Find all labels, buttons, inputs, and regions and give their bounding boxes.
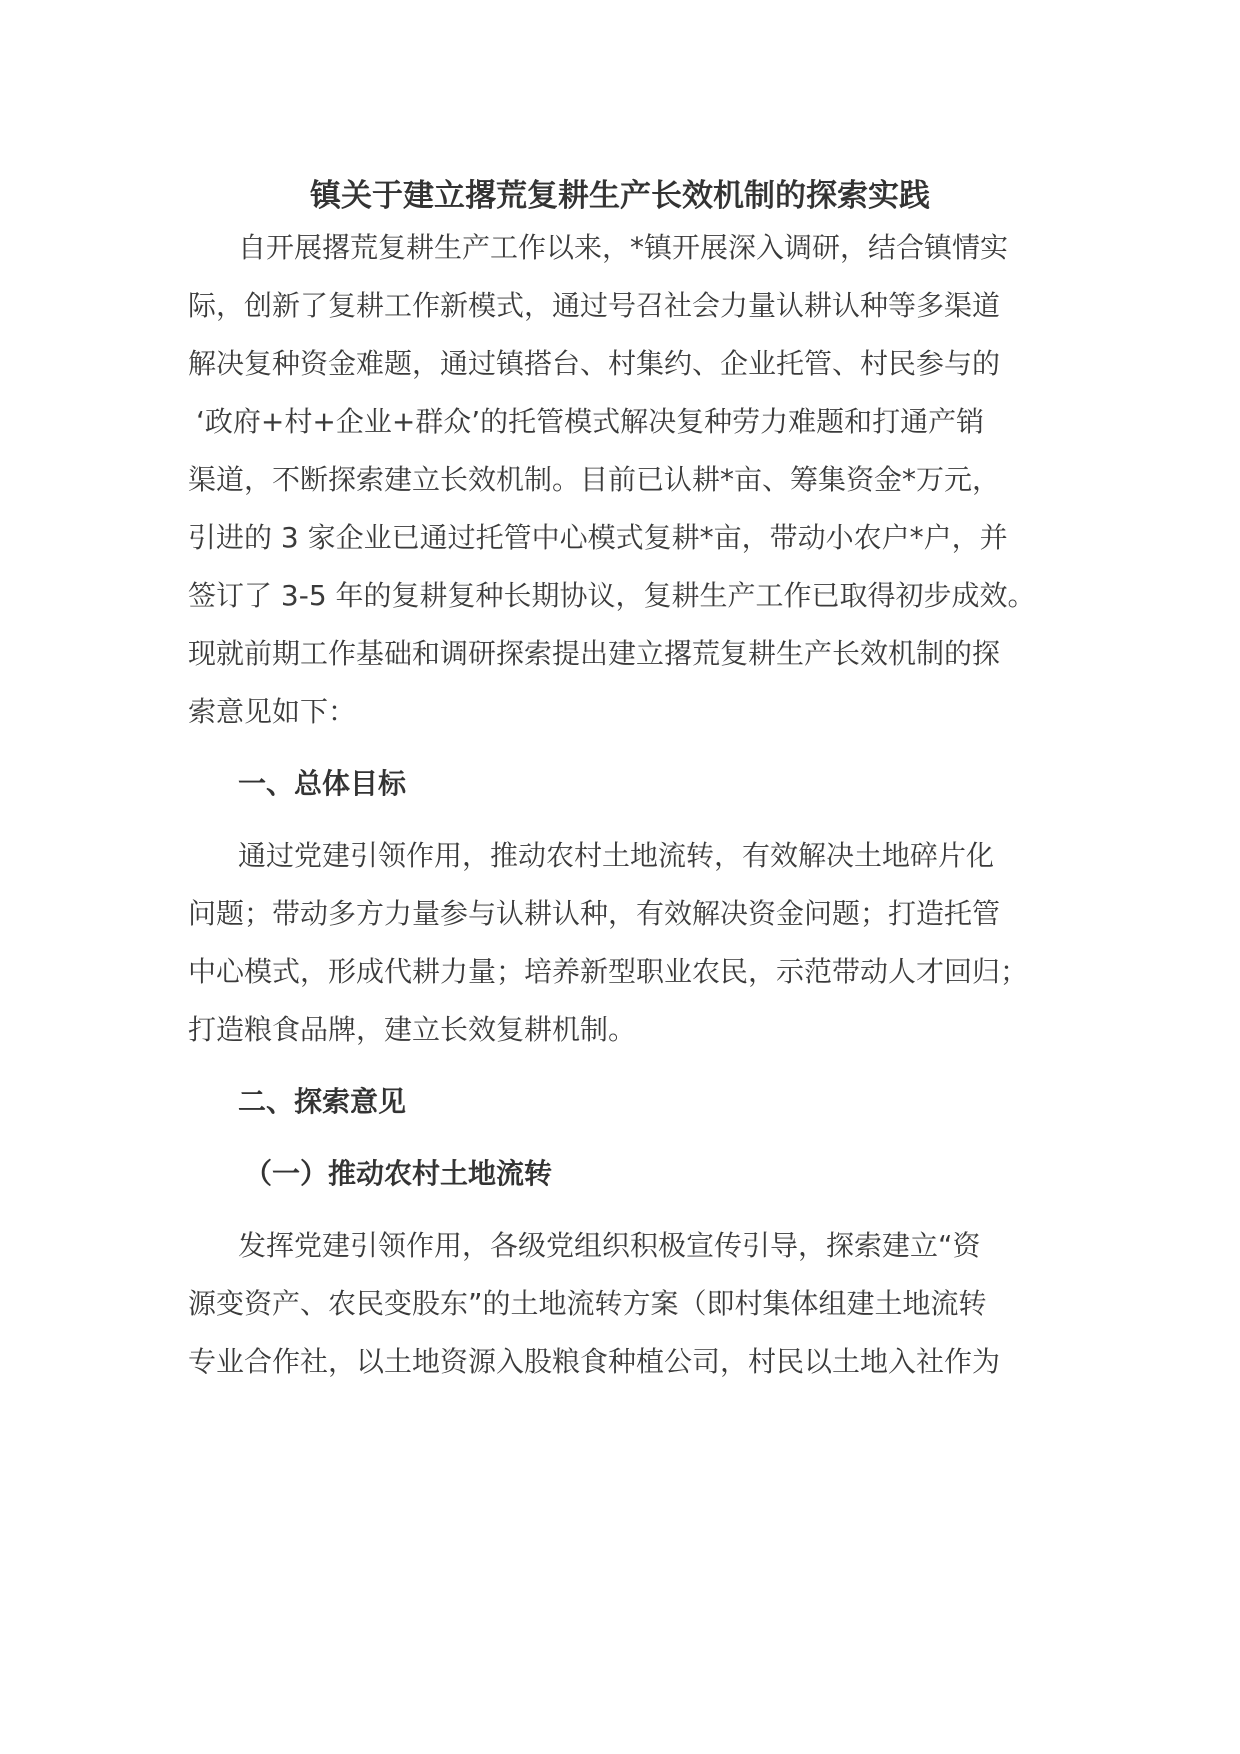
intro-line-7: 签订了 3-5 年的复耕复种长期协议，复耕生产工作已取得初步成效。 xyxy=(188,579,1036,612)
document-title: 镇关于建立撂荒复耕生产长效机制的探索实践 xyxy=(310,178,930,214)
goal-line-3: 中心模式，形成代耕力量；培养新型职业农民，示范带动人才回归； xyxy=(188,955,1029,988)
land-transfer-line-2: 源变资产、农民变股东”的土地流转方案（即村集体组建土地流转 xyxy=(188,1287,987,1320)
section-heading-exploration: 二、探索意见 xyxy=(238,1085,407,1118)
intro-line-8: 现就前期工作基础和调研探索提出建立撂荒复耕生产长效机制的探 xyxy=(188,637,1001,670)
intro-line-9: 索意见如下： xyxy=(188,695,357,728)
intro-line-3: 解决复种资金难题，通过镇搭台、村集约、企业托管、村民参与的 xyxy=(188,347,1001,380)
section-heading-overall-goal: 一、总体目标 xyxy=(238,767,407,800)
goal-line-1: 通过党建引领作用，推动农村土地流转，有效解决土地碎片化 xyxy=(238,839,995,872)
intro-line-6: 引进的 3 家企业已通过托管中心模式复耕*亩，带动小农户*户，并 xyxy=(188,521,1008,554)
land-transfer-line-3: 专业合作社，以土地资源入股粮食种植公司，村民以土地入社作为 xyxy=(188,1345,1001,1378)
intro-line-5: 渠道，不断探索建立长效机制。目前已认耕*亩、筹集资金*万元， xyxy=(188,463,1001,496)
intro-line-2: 际，创新了复耕工作新模式，通过号召社会力量认耕认种等多渠道 xyxy=(188,289,1001,322)
intro-line-4: ‘政府+村+企业+群众’的托管模式解决复种劳力难题和打通产销 xyxy=(196,405,985,438)
goal-line-2: 问题；带动多方力量参与认耕认种，有效解决资金问题；打造托管 xyxy=(188,897,1001,930)
intro-line-1: 自开展撂荒复耕生产工作以来，*镇开展深入调研，结合镇情实 xyxy=(238,231,1009,264)
goal-line-4: 打造粮食品牌，建立长效复耕机制。 xyxy=(188,1013,637,1046)
subsection-heading-land-transfer: （一）推动农村土地流转 xyxy=(244,1157,553,1190)
land-transfer-line-1: 发挥党建引领作用，各级党组织积极宣传引导，探索建立“资 xyxy=(238,1229,981,1262)
